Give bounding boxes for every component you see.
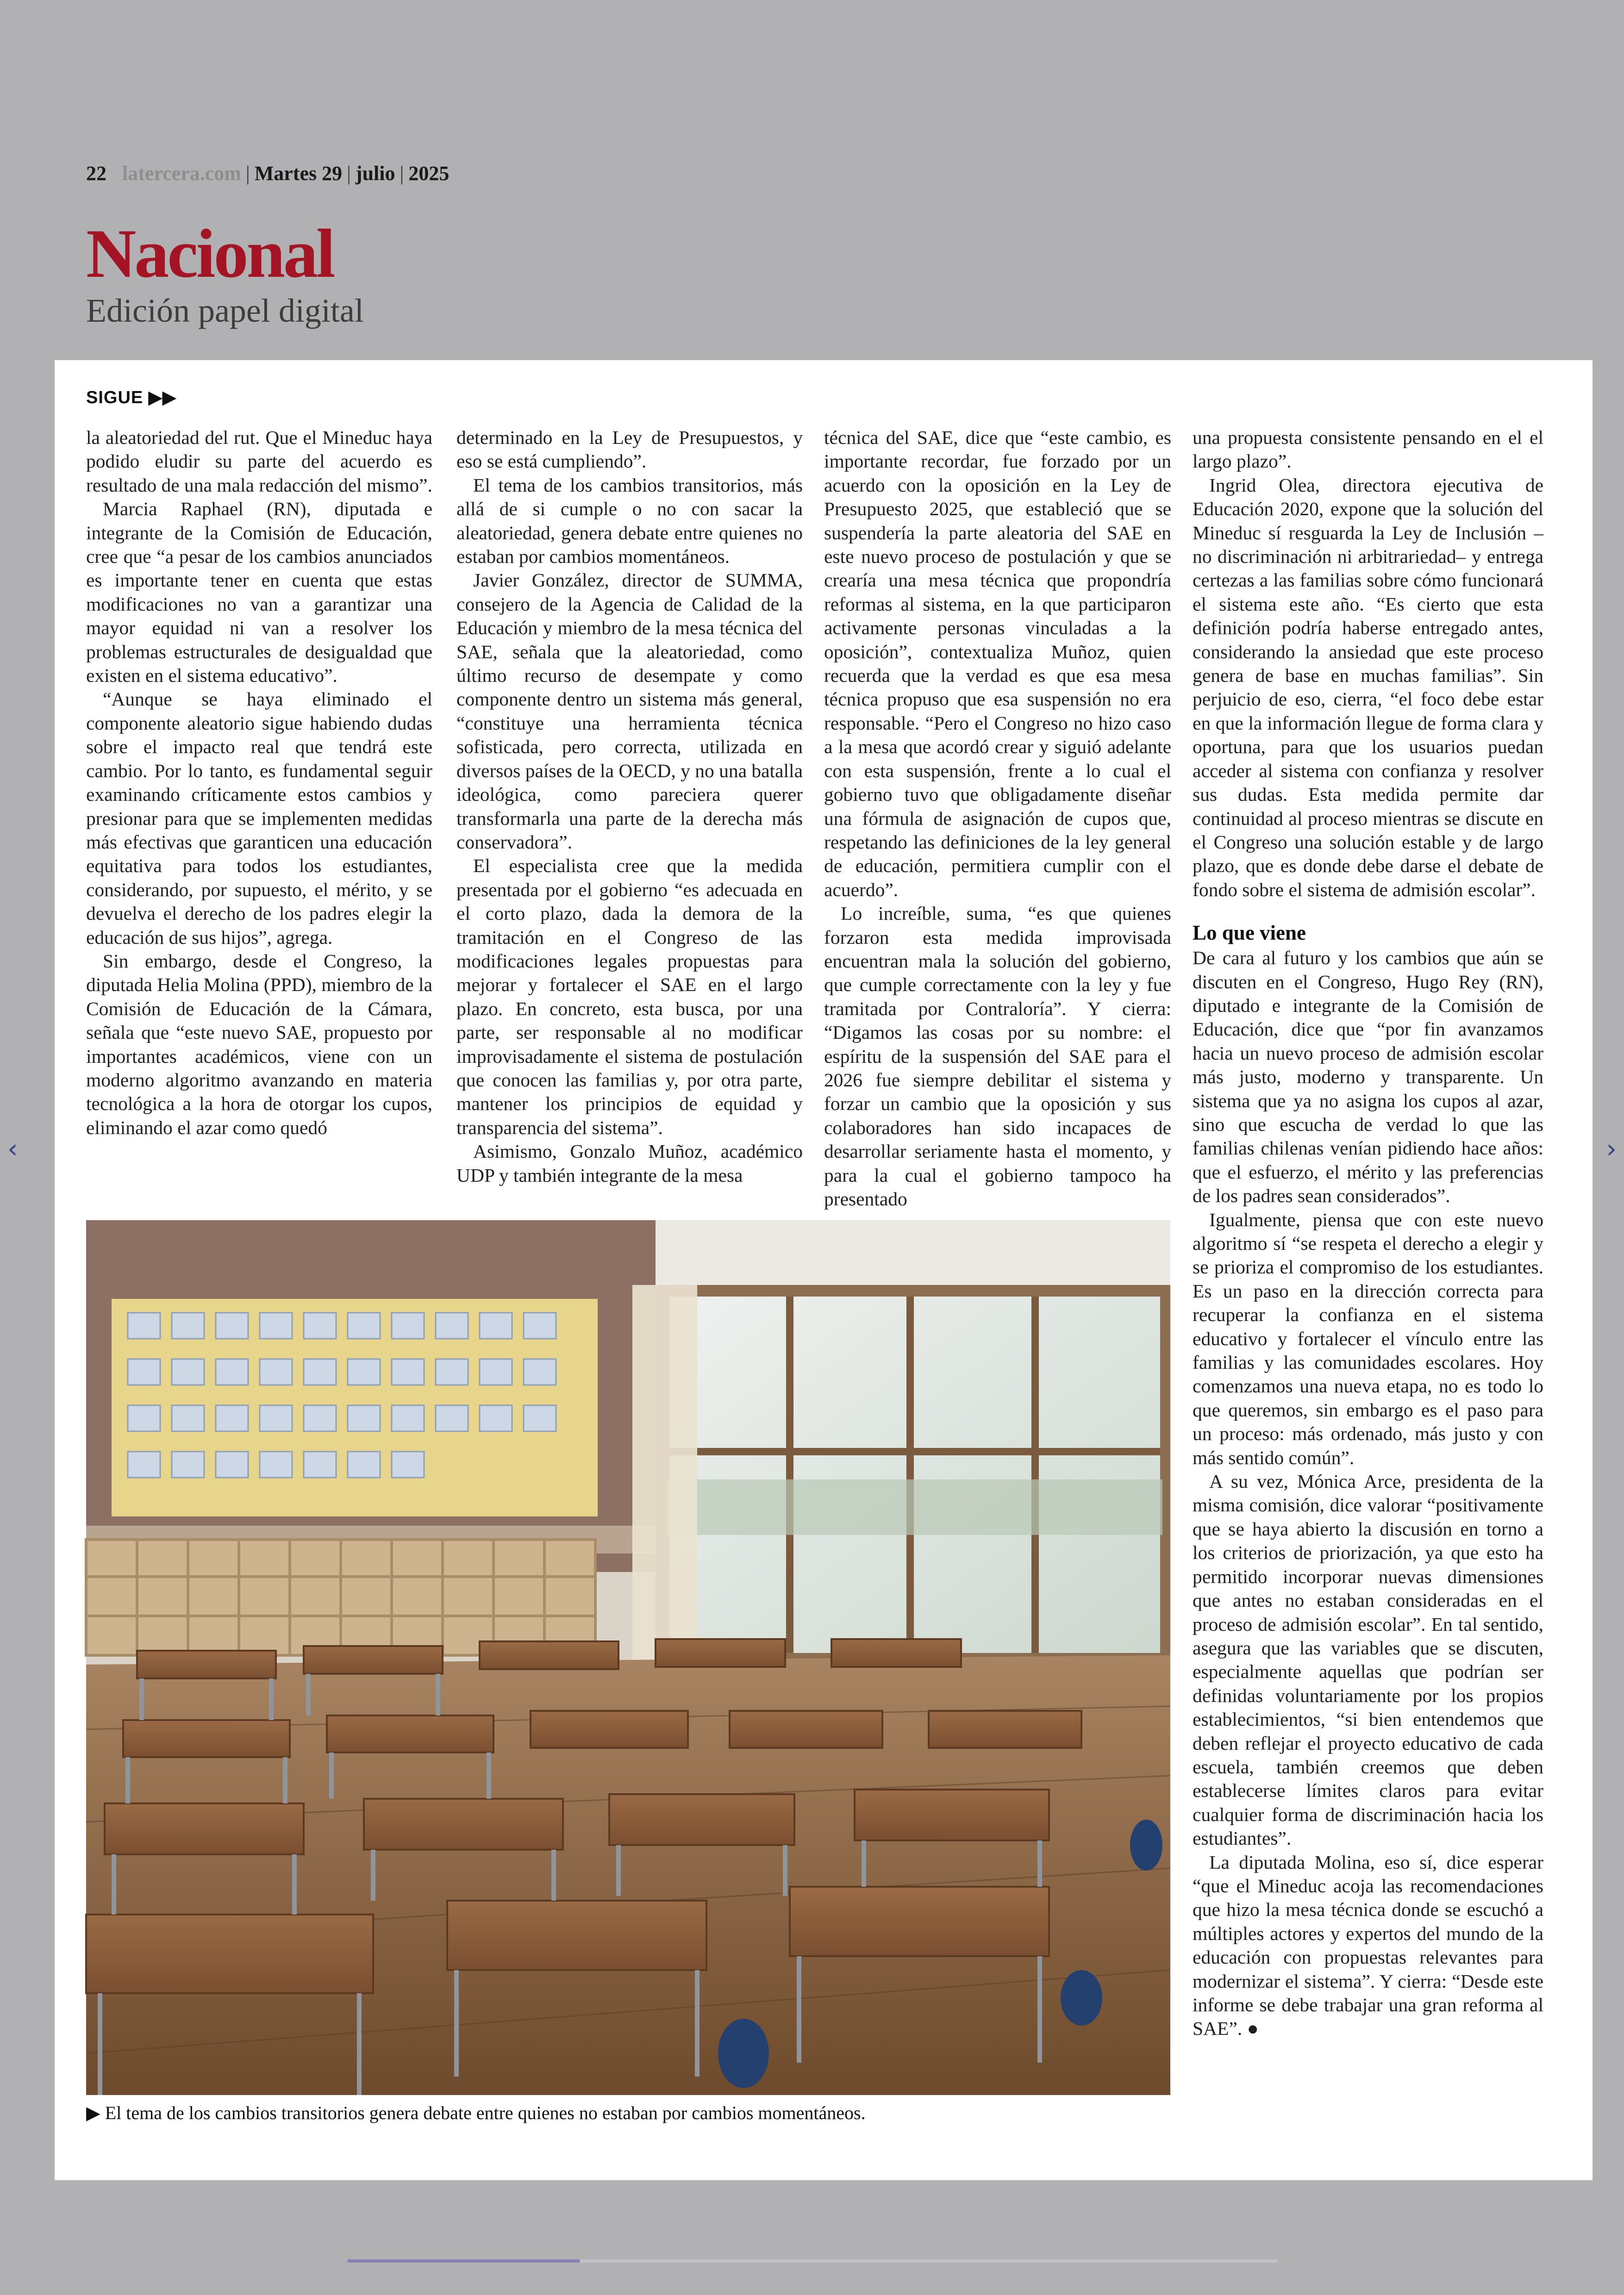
paragraph: Ingrid Olea, directora ejecutiva de Educación 2020, expone que la solución del Mineduc sí resguarda la Ley de Inclusión –no discriminación ni arbitrariedad– y entrega certezas a las familias sobre cómo funcionará el sistema este año. “Es cierto que esta definición podría haberse entregado antes, considerando la ansiedad que este proceso genera de base en muchas familias”. Sin perjuicio de eso, cierra, “el foco debe estar en que la información llegue de forma clara y oportuna, para que los usuarios puedan acceder al sistema con confianza y resolver sus dudas. Esta medida permite dar continuidad al proceso mientras se discute en el Congreso una solución estable y de largo plazo, que es donde debe darse el debate de fondo sobre el sistema de admisión escolar”. [1193, 474, 1543, 900]
reading-progress-bar[interactable] [347, 2259, 1278, 2263]
paragraph: El especialista cree que la medida presentada por el gobierno “es adecuada en el corto plazo, dada la demora de la tramitación en el Congreso de las modificaciones legales propuestas para mejorar y fortalecer el SAE en el largo plazo. En concreto, esta busca, por una parte, ser responsable al no modificar improvisadamente el sistema de postulación que conocen las familias y, por otra parte, mantener los principios de equidad y transparencia del sistema”. [456, 855, 803, 1138]
date-year: 2025 [408, 162, 450, 185]
paragraph: Marcia Raphael (RN), diputada e integrante de la Comisión de Educación, cree que “a pesar de los cambios anunciados es importante tener en cuenta que estas modificaciones no van a garantizar una mayor equidad ni van a resolver los problemas estructurales de desigualdad que existen en el sistema educativo”. [86, 498, 432, 686]
paragraph: De cara al futuro y los cambios que aún se discuten en el Congreso, Hugo Rey (RN), diputado e integrante de la Comisión de Educación, dice que “por fin avanzamos hacia un nuevo proceso de admisión escolar más justo, moderno y transparente. Un sistema que ya no asigna los cupos al azar, sino que escucha de verdad lo que las familias chilenas venían pidiendo hace años: que el esfuerzo, el mérito y las preferencias de los padres sean considerados”. [1193, 947, 1543, 1207]
paragraph: técnica del SAE, dice que “este cambio, es importante recordar, fue forzado por un acuerdo con la oposición en la Ley de Presupuesto 2025, que estableció que se suspendería la parte aleatoria del SAE en este nuevo proceso de postulación y que se crearía una mesa técnica que propondría reformas al sistema, en la que participaron activamente personas vinculadas a la oposición”, contextualiza Muñoz, quien recuerda que la verdad es que esa mesa técnica propuso que esa suspensión no era responsable. “Pero el Congreso no hizo caso a la mesa que acordó crear y siguió adelante con esta suspensión, frente a lo cual el gobierno tuvo que obligadamente diseñar una fórmula de asignación de cupos que, respetando las definiciones de la ley general de educación, permitiera cumplir con el acuerdo”. [824, 427, 1171, 900]
article-column-3 [824, 426, 1171, 1210]
paragraph: A su vez, Mónica Arce, presidenta de la misma comisión, dice valorar “positivamente que se haya abierto la discusión en torno a los criterios de priorización, ya que esto ha permitido incorporar nuevas dimensiones que antes no estaban consideradas en el proceso de admisión escolar”. En tal sentido, asegura que las variables que se discuten, especialmente aquellas que podrían ser definidas voluntariamente por los propios establecimientos, “si bien entendemos que deben reflejar el proyecto educativo de cada escuela, también creemos que deben establecerse límites claros para evitar cualquier forma de discriminación hacia los estudiantes”. [1193, 1471, 1543, 1849]
section-title: Nacional [86, 215, 334, 292]
classroom-photo [86, 1220, 1170, 2095]
paragraph: Lo increíble, suma, “es que quienes forzaron esta medida improvisada encuentran mala la solución del gobierno, que cumple correctamente con la ley y fue tramitada por Contraloría”. Y cierra: “Digamos las cosas por su nombre: el espíritu de la suspensión del SAE para el 2026 fue siempre debilitar el sistema y forzar un cambio que la oposición y sus colaboradores han sido incapaces de desarrollar seriamente hasta el momento, y para la cual el gobierno tampoco ha presentado [824, 903, 1171, 1210]
article-column-4 [1193, 426, 1543, 2148]
next-page-icon[interactable]: › [1606, 1134, 1617, 1164]
paragraph: Asimismo, Gonzalo Muñoz, académico UDP y también integrante de la mesa [456, 1141, 803, 1186]
paragraph: Javier González, director de SUMMA, consejero de la Agencia de Calidad de la Educación y miembro de la mesa técnica del SAE, señala que la aleatoriedad, como último recurso de desempate y como componente dentro un sistema más general, “constituye una herramienta técnica sofisticada, pero correcta, utilizada en diversos países de la OECD, y no una batalla ideológica, como pareciera querer transformarla una parte de la derecha más conservadora”. [456, 569, 803, 853]
subheading: Lo que viene [1193, 921, 1306, 945]
paragraph: “Aunque se haya eliminado el componente aleatorio sigue habiendo dudas sobre el impacto real que tendrá este cambio. Por lo tanto, es fundamental seguir examinando críticamente estos cambios y presionar para que se implementen medidas más efectivas que garanticen una educación equitativa para todos los estudiantes, considerando, por supuesto, el mérito, y se devuelva el derecho de los padres elegir la educación de sus hijos”, agrega. [86, 688, 432, 948]
article-column-1 [86, 426, 432, 1166]
date-month: julio [355, 162, 395, 185]
article-column-2 [456, 426, 803, 1186]
continues-label: SIGUE ▶▶ [86, 388, 177, 407]
edition-subtitle: Edición papel digital [86, 292, 364, 329]
paragraph: una propuesta consistente pensando en el el largo plazo”. [1193, 427, 1543, 472]
paragraph: La diputada Molina, eso sí, dice esperar “que el Mineduc acoja las recomendaciones que hizo la mesa técnica donde se escuchó a múltiples actores y expertos del mundo de la educación con propuestas relevantes para modernizar el sistema”. Y cierra: “Desde este informe se debe trabajar una gran reforma al SAE”. ● [1193, 1851, 1543, 2039]
paragraph: El tema de los cambios transitorios, más allá de si cumple o no con sacar la aleatoriedad, genera debate entre quienes no estaban por cambios momentáneos. [456, 474, 803, 568]
paragraph: Sin embargo, desde el Congreso, la diputada Helia Molina (PPD), miembro de la Comisión de Educación de la Cámara, señala que “este nuevo SAE, propuesto por importantes académicos, viene con un moderno algoritmo avanzando en materia tecnológica a la hora de otorgar los cupos, eliminando el azar como quedó [86, 950, 432, 1138]
page-number: 22 [86, 162, 106, 185]
paragraph: Igualmente, piensa que con este nuevo algoritmo sí “se respeta el derecho a elegir y se prioriza el compromiso de los estudiantes. Es un paso en la dirección correcta para recuperar la confianza en el sistema educativo y fortalecer el vínculo entre las familias y las comunidades escolares. Hoy comenzamos una nueva etapa, no es todo lo que queremos, sin embargo es el paso para un proceso: más ordenado, más justo y con más sentido común”. [1193, 1209, 1543, 1468]
dateline: 22 latercera.com | Martes 29 | julio | 2025 [86, 162, 450, 185]
paragraph: determinado en la Ley de Presupuestos, y eso se está cumpliendo”. [456, 427, 803, 472]
previous-page-icon[interactable]: ‹ [7, 1134, 18, 1164]
reading-progress-fill [347, 2259, 580, 2263]
photo-caption: ▶ El tema de los cambios transitorios genera debate entre quienes no estaban por cambios momentáneos. [86, 2102, 866, 2123]
date-day: Martes 29 [254, 162, 343, 185]
newspaper-page [55, 360, 1593, 2180]
paragraph: la aleatoriedad del rut. Que el Mineduc haya podido eludir su parte del acuerdo es resultado de una mala redacción del mismo”. [86, 427, 432, 496]
site-name: latercera.com [122, 162, 241, 185]
masthead [86, 160, 734, 328]
